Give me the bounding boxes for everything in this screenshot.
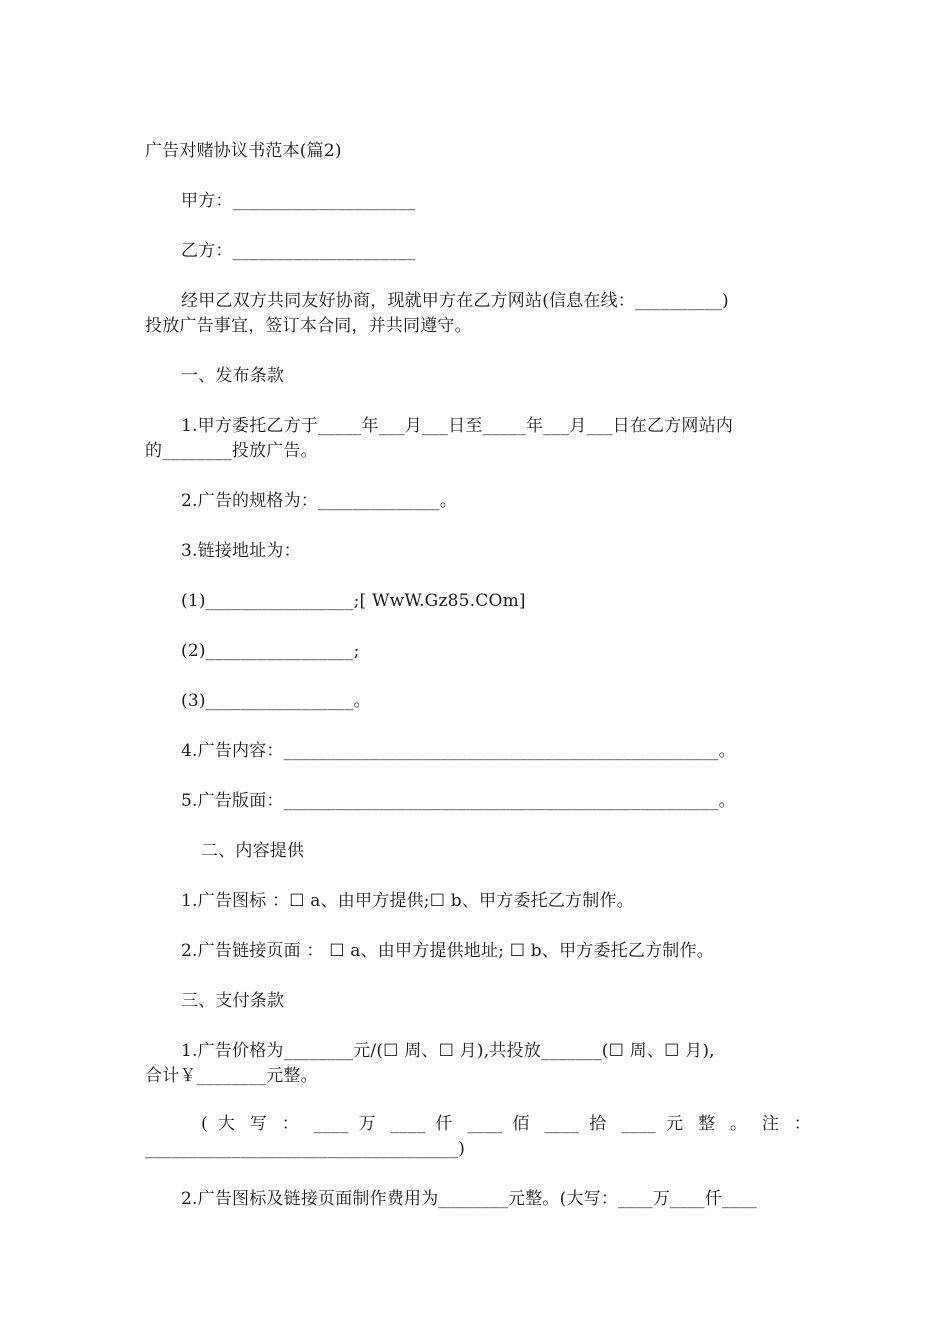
clause-1-5: 5.广告版面：__________________________________________________。 [181, 791, 736, 811]
section-3-heading: 三、支付条款 [181, 991, 285, 1011]
section-1-heading: 一、发布条款 [181, 366, 285, 386]
link-address-1: (1)_________________;[ WwW.Gz85.COm] [181, 591, 526, 611]
clause-3-1-line-2: 合计￥________元整。 [145, 1066, 318, 1086]
party-a-line: 甲方：_____________________ [181, 191, 416, 211]
clause-1-4: 4.广告内容：__________________________________________________。 [181, 741, 736, 761]
document-title: 广告对赌协议书范本(篇2) [145, 141, 342, 161]
clause-2-2: 2.广告链接页面 ： ☐ a、由甲方提供地址; ☐ b、甲方委托乙方制作。 [181, 941, 714, 961]
clause-3-1-note-line: ____________________________________) [145, 1139, 466, 1159]
clause-2-1: 1.广告图标 ：☐ a、由甲方提供;☐ b、甲方委托乙方制作。 [181, 891, 634, 911]
section-2-heading: 二、内容提供 [201, 841, 305, 861]
preamble-line-2: 投放广告事宜，签订本合同，并共同遵守。 [145, 316, 472, 336]
link-address-2: (2)_________________; [181, 641, 360, 661]
link-address-3: (3)_________________。 [181, 691, 371, 711]
party-b-line: 乙方：_____________________ [181, 241, 416, 261]
preamble-line-1: 经甲乙双方共同友好协商，现就甲方在乙方网站(信息在线：__________) [181, 291, 729, 311]
clause-3-1-line-1: 1.广告价格为________元/(☐ 周、☐ 月),共投放_______(☐ 周、☐ 月), [181, 1041, 715, 1061]
clause-1-3: 3.链接地址为： [181, 541, 301, 561]
clause-1-1-line-2: 的________投放广告。 [145, 441, 318, 461]
clause-3-2: 2.广告图标及链接页面制作费用为________元整。(大写：____万____仟____ [181, 1189, 757, 1209]
clause-1-2: 2.广告的规格为：______________。 [181, 491, 458, 511]
clause-1-1-line-1: 1.甲方委托乙方于_____年___月___日至_____年___月___日在乙方网站内 [181, 416, 734, 436]
clause-3-1-capital-line: ( 大 写 ： ____ 万 ____ 仟 ____ 佰 ____ 拾 ____ 元 整 。 注 ： [201, 1114, 811, 1134]
